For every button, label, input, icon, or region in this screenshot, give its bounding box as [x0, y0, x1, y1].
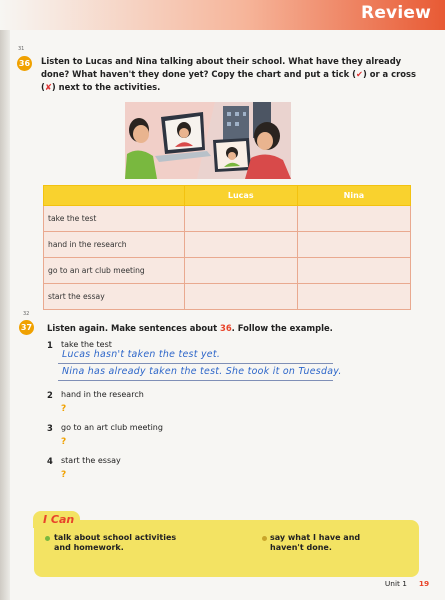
item-number: 2 [47, 390, 53, 400]
chart-header-blank [44, 186, 185, 206]
cross-icon: ✘ [44, 82, 52, 92]
table-row [44, 284, 411, 310]
answer-line [58, 363, 333, 364]
video-call-illustration [125, 102, 291, 179]
instruction-text: . Follow the example. [231, 323, 333, 333]
exercise-badge: 36 [17, 56, 32, 71]
handwritten-answer: Lucas hasn't taken the test yet. [62, 349, 221, 360]
nina-cell [297, 206, 410, 232]
review-banner [0, 0, 445, 30]
page-number: 19 [418, 579, 430, 588]
item-number: 1 [47, 340, 53, 350]
tick-icon: ✔ [355, 69, 363, 79]
lucas-cell [184, 206, 297, 232]
exercise-instruction [47, 323, 333, 333]
instruction-text: ) or a cross ( [41, 69, 416, 92]
item-number: 3 [47, 423, 53, 433]
activity-label: take the test [44, 206, 185, 232]
instruction-text: Listen again. Make sentences about [47, 323, 221, 333]
nina-cell [297, 258, 410, 284]
item-text: go to an art club meeting [61, 423, 163, 432]
item-text: start the essay [61, 456, 121, 465]
answer-marker: ? [61, 470, 67, 480]
exercise-badge: 37 [19, 320, 34, 335]
instruction-text: Listen to Lucas and Nina talking about their school. What have they already done? What haven't they done yet? Copy the chart and put a tick ( [41, 56, 402, 79]
track-number: 32 [23, 311, 30, 317]
activity-label: start the essay [44, 284, 185, 310]
activity-label: hand in the research [44, 232, 185, 258]
item-text: take the test [61, 340, 112, 349]
chart-header-lucas: Lucas [184, 186, 297, 206]
item-text: hand in the research [61, 390, 144, 399]
lucas-cell [184, 232, 297, 258]
lucas-cell [184, 284, 297, 310]
lucas-cell [184, 258, 297, 284]
nina-cell [297, 284, 410, 310]
ican-item: say what I have and haven't done. [270, 533, 361, 552]
handwritten-answer: Nina has already taken the test. She took it on Tuesday. [62, 366, 342, 377]
item-number: 4 [47, 456, 53, 466]
ican-title: I Can [43, 513, 75, 526]
ican-item: talk about school activities and homework. [54, 533, 177, 552]
table-row [44, 206, 411, 232]
page-title: Review [361, 3, 431, 23]
answer-marker: ? [61, 437, 67, 447]
chart-header-nina: Nina [297, 186, 410, 206]
unit-label: Unit 1 [384, 579, 407, 588]
instruction-text: ) next to the activities. [51, 82, 161, 92]
table-row [44, 258, 411, 284]
page-footer [384, 579, 430, 588]
exercise-reference: 36 [220, 323, 232, 333]
binding-gutter [0, 0, 10, 600]
nina-cell [297, 232, 410, 258]
answer-line [58, 380, 333, 381]
track-number: 31 [18, 46, 25, 52]
bullet-icon [262, 536, 267, 541]
activity-chart [43, 185, 411, 310]
answer-marker: ? [61, 404, 67, 414]
exercise-instruction [41, 55, 421, 94]
table-row [44, 232, 411, 258]
activity-label: go to an art club meeting [44, 258, 185, 284]
bullet-icon [45, 536, 50, 541]
